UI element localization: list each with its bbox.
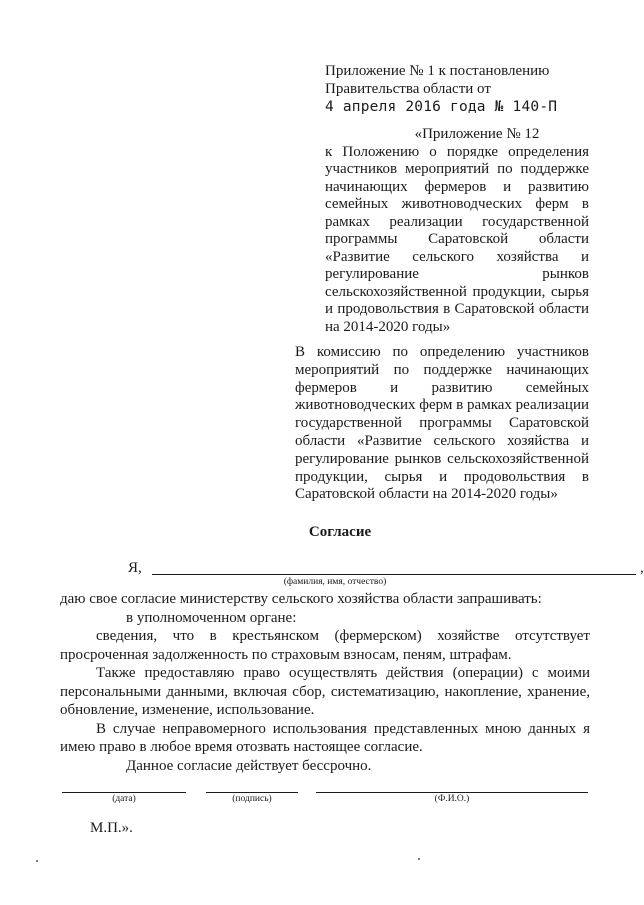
fio-caption: (фамилия, имя, отчество): [283, 577, 387, 587]
fio-line: [316, 792, 588, 793]
consent-para-1: даю свое согласие министерству сельского хозяйства области запрашивать:: [60, 591, 542, 607]
consent-para-6: Данное согласие действует бессрочно.: [126, 757, 372, 774]
stamp-label: М.П.».: [90, 820, 133, 836]
annex12-title: «Приложение № 12: [414, 126, 540, 142]
annex-header: [325, 62, 595, 116]
fio-signature-caption: (Ф.И.О.): [434, 794, 470, 804]
commission-addressee: В комиссию по определению участников мероприятий по поддержке начинающих фермеров и развитию семейных животноводческих ферм в рамках реализации государственной программы Саратовской области «Развитие сельского хозяйства и регулирование рынков сельскохозяйственной продукции, сырья и продовольствия в Саратовской области на 2014-2020 годы»: [295, 344, 589, 503]
applicant-name-blank: [152, 574, 636, 575]
annex-header-date-number: 4 апреля 2016 года № 140-П: [325, 99, 558, 115]
signature-caption: (подпись): [232, 794, 272, 804]
consent-para-2: в уполномоченном органе:: [126, 609, 297, 626]
annex-header-line2: Правительства области от: [325, 81, 491, 97]
annex-header-line1: Приложение № 1 к постановлению: [325, 63, 550, 79]
consent-para-3: сведения, что в крестьянском (фермерском) хозяйстве отсутствует просроченная задолженность по страховым взносам, пеням, штрафам.: [60, 628, 590, 663]
signature-row: [0, 778, 640, 818]
annex12-body: к Положению о порядке определения участников мероприятий по поддержке начинающих фермеров и развитию семейных животноводческих ферм в рамках реализации государственной программы Саратовской области «Развитие сельского хозяйства и регулирование рынков сельскохозяйственной продукции, сырья и продовольствия в Саратовской области на 2014-2020 годы»: [325, 143, 589, 335]
consent-para-4: Также предоставляю право осуществлять действия (операции) с моими персональными данными, включая сбор, систематизацию, накопление, хранение, обновление, изменение, использование.: [60, 665, 590, 718]
scan-speck: [36, 860, 38, 862]
consent-para-5: В случае неправомерного использования представленных мною данных я имею право в любое время отозвать настоящее согласие.: [60, 720, 590, 755]
document-title: Согласие: [308, 524, 372, 540]
scan-speck: [418, 858, 420, 860]
applicant-name-comma: ,: [640, 560, 644, 576]
date-caption: (дата): [112, 794, 136, 804]
annex12-block: [325, 126, 589, 336]
date-line: [62, 792, 186, 793]
consent-body: [60, 590, 590, 775]
signature-line: [206, 792, 298, 793]
ya-label: Я,: [128, 560, 142, 576]
